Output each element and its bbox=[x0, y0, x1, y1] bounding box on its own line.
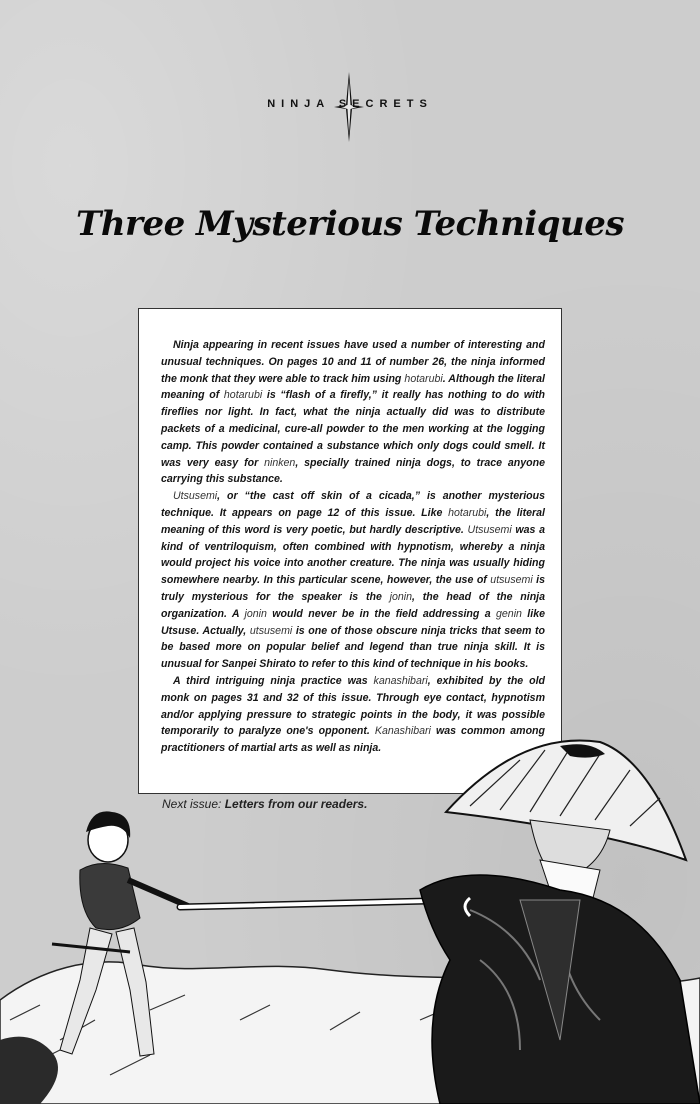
japanese-term: utsusemi bbox=[490, 574, 533, 587]
article-text-run: Ninja appearing in recent issues have used a number of interesting and unusual techniques. On pages 10 and 11 of number 26, the ninja informed the monk that they were able to track him using bbox=[161, 339, 545, 385]
article-text-run: , the head of the ninja organization. A bbox=[161, 590, 546, 620]
section-label: NINJA SECRETS bbox=[267, 98, 433, 110]
japanese-term: genin bbox=[496, 607, 522, 620]
article-text-run: was a kind of ventriloquism, often combined with hypnotism, whereby a ninja would project his voice into another creature. The ninja was usually hiding somewhere nearby. In this particular scene, however, the use of bbox=[161, 523, 546, 587]
article-text-run: would never be in the field addressing a bbox=[266, 607, 497, 620]
monk-figure bbox=[420, 740, 700, 1104]
article-text-run: is one of those obscure ninja tricks that seem to be based more on popular belief and legend than true ninja skill. It is unusual for Sanpei Shirato to refer to this kind of technique in his books. bbox=[161, 624, 545, 671]
article-text-run: . Although the literal meaning of bbox=[161, 372, 545, 402]
next-issue-prefix: Next issue: bbox=[162, 797, 225, 811]
article-text bbox=[161, 337, 545, 757]
article-text-run: is “flash of a firefly,” it really has nothing to do with fireflies nor light. In fact, what the ninja actually did was to distribute packets of a medicinal, cure-all powder to the men working at the logging camp. This powder contained a substance which only dogs could smell. It was very easy for bbox=[161, 389, 546, 469]
japanese-term: hotarubi bbox=[404, 372, 443, 385]
japanese-term: hotarubi bbox=[223, 389, 263, 402]
article-text-run: , specially trained ninja dogs, to trace anyone carrying this substance. bbox=[161, 456, 545, 486]
japanese-term: Kanashibari bbox=[374, 725, 431, 738]
japanese-term: hotarubi bbox=[448, 506, 487, 519]
section-header bbox=[0, 72, 700, 142]
article-text-run: , or “the cast off skin of a cicada,” is another mysterious technique. It appears on page 12 of this issue. Like bbox=[161, 490, 545, 519]
japanese-term: jonin bbox=[244, 607, 267, 620]
japanese-term: Utsusemi bbox=[467, 523, 512, 536]
article-text-run: is truly mysterious for the speaker is the bbox=[161, 574, 545, 603]
article-text-run: , exhibited by the old monk on pages 31 and 32 of this issue. Through eye contact, hypnotism and/or applying pressure to strategic points in the body, it was possible temporarily to paralyze one's opponent. bbox=[161, 674, 546, 738]
japanese-term: utsusemi bbox=[249, 624, 293, 637]
article-paragraph bbox=[161, 337, 545, 488]
next-issue-topic: Letters from our readers. bbox=[224, 797, 368, 811]
japanese-term: ninken bbox=[264, 456, 296, 469]
article-text-run: was common among practitioners of martial arts as well as ninja. bbox=[161, 725, 545, 755]
article-text-run: , the literal meaning of this word is very poetic, but hardly descriptive. bbox=[161, 506, 546, 536]
article-text-run: A third intriguing ninja practice was bbox=[173, 674, 374, 687]
page-title: Three Mysterious Techniques bbox=[76, 204, 624, 244]
japanese-term: jonin bbox=[389, 590, 413, 603]
ninja-illustration bbox=[0, 720, 700, 1104]
japanese-term: kanashibari bbox=[373, 674, 428, 687]
article-text-run: like Utsuse. Actually, bbox=[161, 607, 545, 637]
article-paragraph bbox=[161, 488, 545, 673]
japanese-term: Utsusemi bbox=[173, 490, 218, 503]
